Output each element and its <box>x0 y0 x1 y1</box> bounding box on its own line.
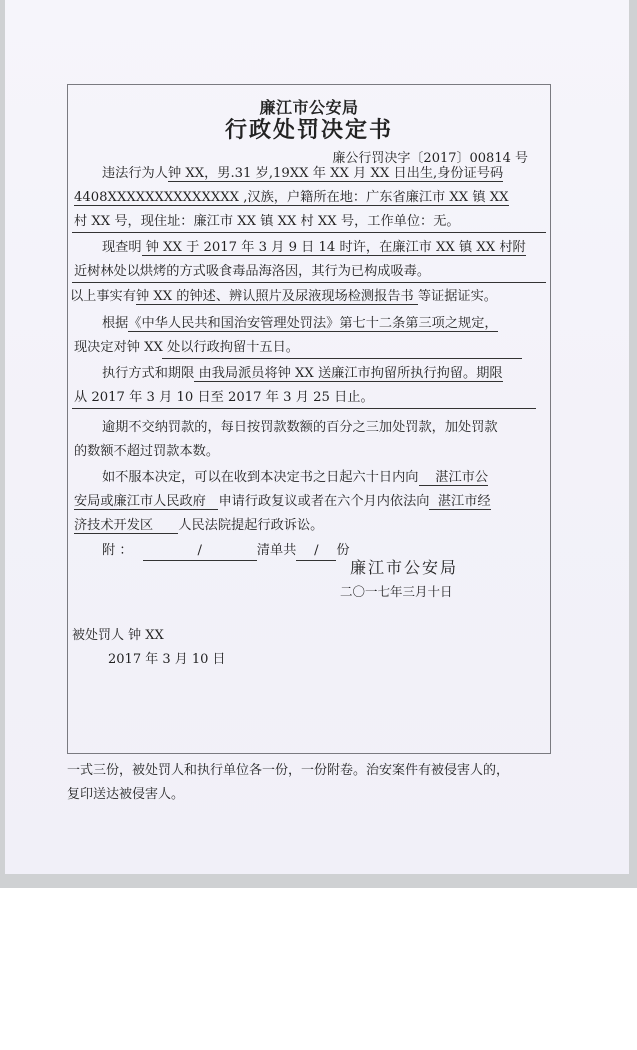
basis-line-1 <box>102 315 498 333</box>
offender-label: 违法行为人 <box>102 166 168 181</box>
appeal-fill-1: 湛江市公 <box>418 470 489 485</box>
execution-line-1 <box>102 365 503 383</box>
footer-note-line-2: 复印送达被侵害人。 <box>67 787 185 802</box>
appeal-text-2: 申请行政复议或者在六个月内依法向 <box>218 494 430 509</box>
document-title: 行政处罚决定书 <box>224 117 393 143</box>
execution-line-2 <box>74 389 374 407</box>
decision-label: 现决定 <box>74 340 114 355</box>
appeal-line-1 <box>102 469 488 487</box>
offender-line-1 <box>102 165 503 183</box>
appeal-fill-3: 湛江市经 <box>429 494 491 509</box>
facts-fill-2: 近树林处以烘烤的方式吸食毒品海洛因，其行为已构成吸毒。 <box>74 264 431 279</box>
underline <box>162 358 522 359</box>
attachment-label: 附 ： <box>102 543 133 558</box>
document-page <box>5 0 629 874</box>
facts-label: 现查明 <box>102 240 142 255</box>
facts-line-1 <box>102 239 526 257</box>
evidence-line <box>70 288 497 306</box>
facts-line-2 <box>74 263 430 281</box>
penalized-person: 被处罚人 钟 XX <box>72 628 164 643</box>
overdue-line-2: 的数额不超过罚款本数。 <box>74 444 220 459</box>
underline <box>72 408 536 409</box>
offender-fill-2: 4408XXXXXXXXXXXXXX ,汉族，户籍所在地：广东省廉江市 XX 镇 XX <box>74 190 509 205</box>
basis-line-2 <box>74 339 299 357</box>
evidence-fill: 钟 XX 的钟述、辨认照片及尿液现场检测报告书 <box>135 289 418 304</box>
document-number: 廉公行罚决字〔2017〕00814 号 <box>332 151 528 166</box>
evidence-label: 以上事实有 <box>70 289 136 304</box>
list-label: 清单共 <box>256 543 297 558</box>
decision-fill: 对钟 XX 处以行政拘留十五日。 <box>113 340 299 355</box>
list-count-fill: / <box>296 542 336 561</box>
offender-line-3 <box>74 213 460 231</box>
attachment-line <box>102 542 350 561</box>
document-frame <box>67 84 551 754</box>
execution-fill: 由我局派员将钟 XX 送廉江市拘留所执行拘留。期限 <box>194 366 503 381</box>
appeal-text-1: 如不服本决定，可以在收到本决定书之日起六十日内向 <box>102 470 419 485</box>
evidence-suffix: 等证据证实。 <box>417 289 497 304</box>
signature-agency: 廉江市公安局 <box>350 558 459 577</box>
execution-label: 执行方式和期限 <box>102 366 195 381</box>
offender-fill-3: 村 XX 号，现住址：廉江市 XX 镇 XX 村 XX 号，工作单位：无。 <box>74 214 460 229</box>
overdue-line-1: 逾期不交纳罚款的，每日按罚款数额的百分之三加处罚款，加处罚款 <box>102 420 498 435</box>
footer-note-line-1: 一式三份，被处罚人和执行单位各一份，一份附卷。治安案件有被侵害人的， <box>67 763 510 778</box>
appeal-fill-4: 济技术开发区 <box>74 518 179 533</box>
signature-date: 二〇一七年三月十日 <box>340 584 453 599</box>
appeal-line-2 <box>74 493 491 511</box>
offender-fill-1: 钟 XX，男.31 岁,19XX 年 XX 月 XX 日出生,身份证号码 <box>167 166 504 181</box>
list-unit: 份 <box>336 543 350 558</box>
appeal-fill-2: 安局或廉江市人民政府 <box>74 494 219 509</box>
facts-fill-1: 钟 XX 于 2017 年 3 月 9 日 14 时许，在廉江市 XX 镇 XX 村附 <box>141 240 526 255</box>
execution-period: 从 2017 年 3 月 10 日至 2017 年 3 月 25 日止。 <box>74 390 374 405</box>
offender-line-2 <box>74 189 509 207</box>
basis-label: 根据 <box>102 316 129 331</box>
penalized-person-date: 2017 年 3 月 10 日 <box>108 652 226 667</box>
appeal-line-3 <box>74 517 323 535</box>
appeal-text-3: 人民法院提起行政诉讼。 <box>178 518 324 533</box>
underline <box>72 282 546 283</box>
attachment-fill: / <box>143 542 257 561</box>
agency-heading: 廉江市公安局 <box>259 98 359 117</box>
basis-fill: 《中华人民共和国治安管理处罚法》第七十二条第三项之规定， <box>128 316 498 331</box>
underline <box>72 232 546 233</box>
